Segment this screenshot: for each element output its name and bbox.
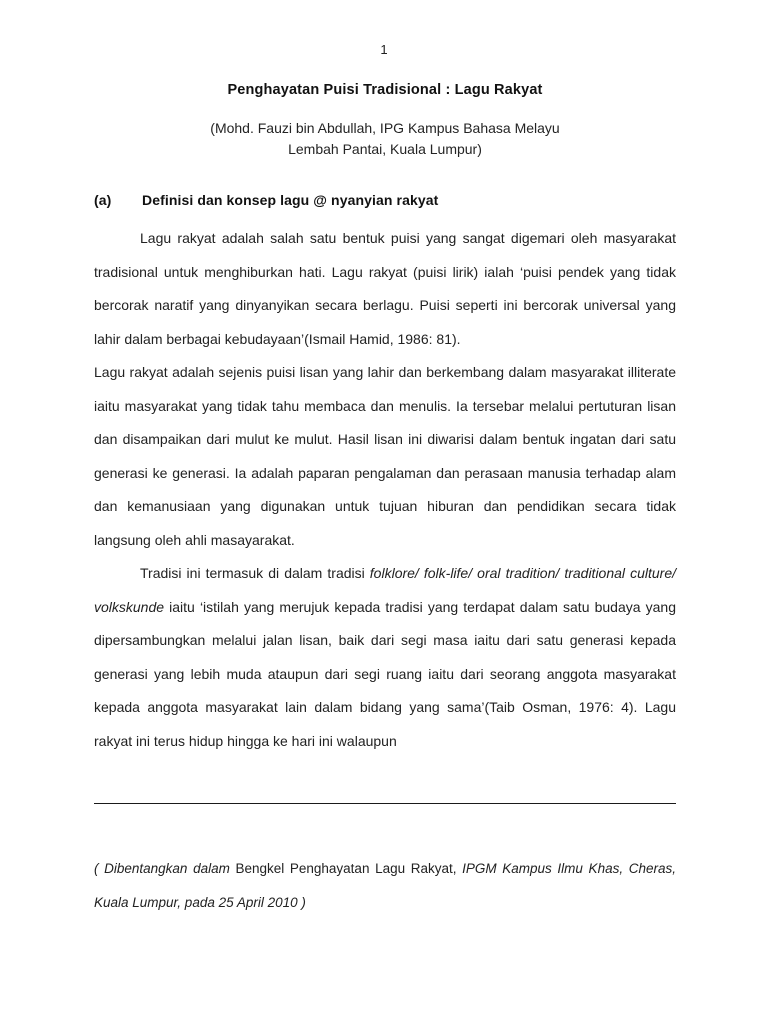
paragraph-2: Lagu rakyat adalah sejenis puisi lisan yang lahir dan berkembang dalam masyarakat illiterate iaitu masyarakat yang tidak tahu membaca dan menulis. Ia tersebar melalui pertuturan lisan dan disampaikan dari mulut ke mulut. Hasil lisan ini diwarisi dalam bentuk ingatan dari satu generasi ke generasi. Ia adalah paparan pengalaman dan perasaan manusia terhadap alam dan kemanusiaan yang digunakan untuk tujuan hiburan dan pendidikan secara tidak langsung oleh ahli masayarakat.: [94, 364, 676, 548]
byline-line-1: (Mohd. Fauzi bin Abdullah, IPG Kampus Bahasa Melayu: [210, 120, 560, 136]
paragraph-3-italic-terms: folklore/ folk-life/ oral tradition/ traditional culture/ volkskunde: [94, 565, 676, 615]
footnote-roman-run: Bengkel Penghayatan Lagu Rakyat,: [235, 861, 457, 876]
paragraph-3-lead: Tradisi ini termasuk di dalam tradisi: [140, 565, 370, 581]
paragraph-3: [94, 557, 676, 758]
page-number: 1: [380, 42, 388, 57]
paragraph-3-rest: iaitu ‘istilah yang merujuk kepada tradisi yang terdapat dalam satu budaya yang dipersambungkan melalui jalan lisan, baik dari segi masa iaitu dari satu generasi kepada generasi yang lebih muda ataupun dari segi ruang iaitu dari seorang anggota masyarakat kepada anggota masyarakat lain dalam bidang yang sama’(Taib Osman, 1976: 4). Lagu rakyat ini terus hidup hingga ke hari ini walaupun: [94, 598, 676, 749]
paragraph-1: Lagu rakyat adalah salah satu bentuk puisi yang sangat digemari oleh masyarakat tradisional untuk menghiburkan hati. Lagu rakyat (puisi lirik) ialah ‘puisi pendek yang tidak bercorak naratif yang dinyanyikan secara berlagu. Puisi seperti ini bercorak universal yang lahir dalam berbagai kebudayaan’(Ismail Hamid, 1986: 81).: [94, 230, 676, 347]
section-heading-text: Definisi dan konsep lagu @ nyanyian rakyat: [142, 192, 439, 208]
byline-line-2: Lembah Pantai, Kuala Lumpur): [288, 141, 482, 157]
footnote-italic-tail: IPGM Kampus Ilmu Khas, Cheras, Kuala Lumpur, pada 25 April 2010 ): [94, 861, 676, 910]
footnote-separator-rule: [94, 803, 676, 804]
section-marker: (a): [94, 192, 112, 208]
document-title: Penghayatan Puisi Tradisional : Lagu Rakyat: [227, 82, 543, 98]
document-body: [94, 0, 676, 758]
section-heading: [94, 190, 676, 210]
footnote: [94, 852, 676, 920]
footnote-italic-lead: ( Dibentangkan dalam: [94, 861, 236, 876]
byline: [94, 118, 676, 160]
